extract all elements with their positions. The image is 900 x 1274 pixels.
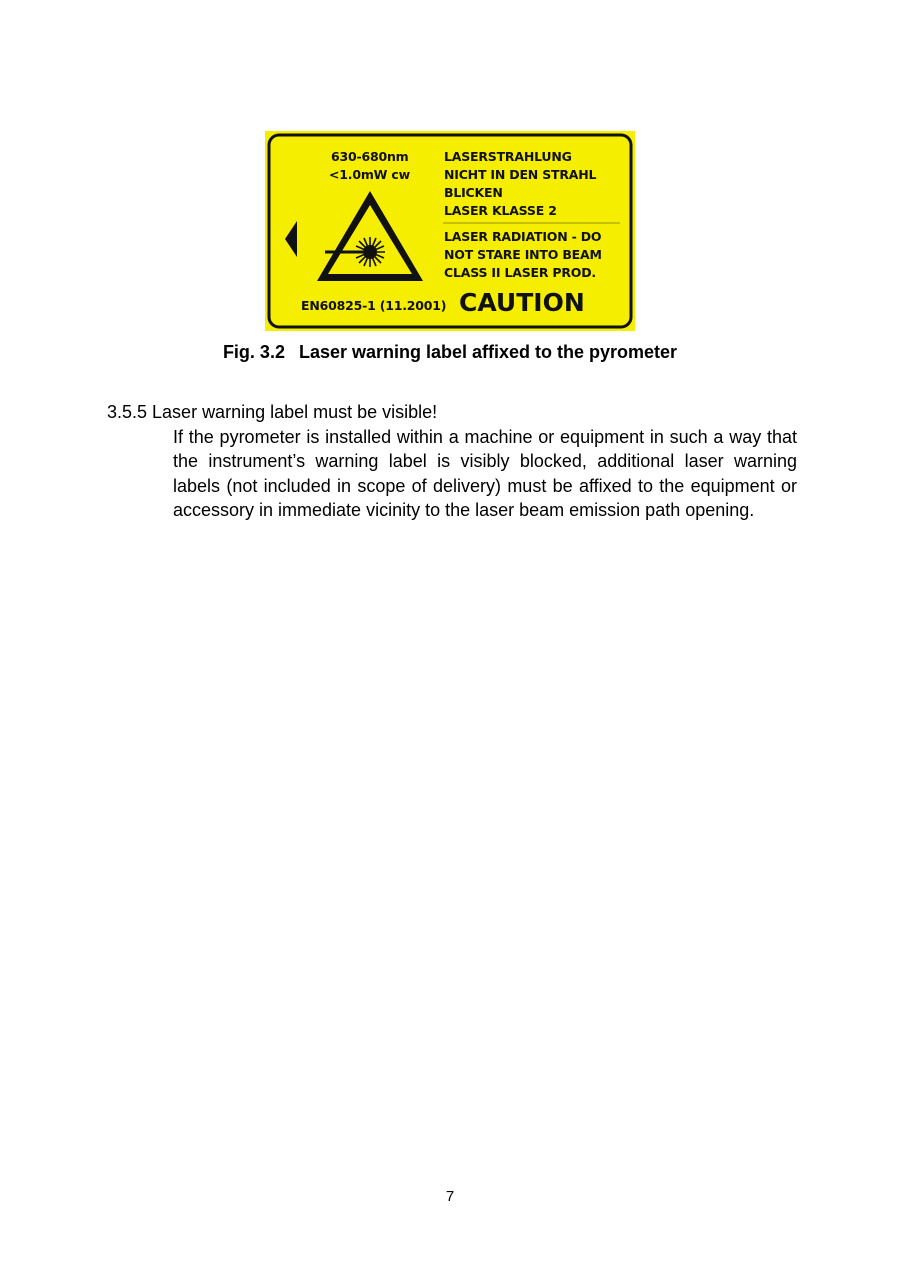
figure-number: Fig. 3.2 bbox=[222, 342, 285, 362]
laser-hazard-icon bbox=[317, 191, 423, 281]
label-power: <1.0mW cw bbox=[329, 167, 410, 182]
section-heading: 3.5.5 Laser warning label must be visible! bbox=[107, 402, 438, 422]
label-german-line-1: LASERSTRAHLUNG bbox=[444, 149, 572, 164]
label-german-line-3: BLICKEN bbox=[444, 185, 503, 200]
laser-warning-label bbox=[265, 131, 635, 331]
section-body: If the pyrometer is installed within a machine or equipment in such a way that the instrument’s warning label is visibly blocked, additional laser warning labels (not included in scope of delivery) must be affixed to the equipment or accessory in immediate vicinity to the laser beam emission path opening. bbox=[173, 426, 797, 520]
figure-caption bbox=[0, 342, 900, 363]
page-number: 7 bbox=[445, 1188, 455, 1205]
label-german-line-4: LASER KLASSE 2 bbox=[444, 203, 557, 218]
label-wavelength: 630-680nm bbox=[331, 149, 409, 164]
arrow-left-icon bbox=[285, 221, 297, 257]
label-english-line-3: CLASS II LASER PROD. bbox=[444, 265, 596, 280]
label-english-line-2: NOT STARE INTO BEAM bbox=[444, 247, 602, 262]
figure-caption-text: Laser warning label affixed to the pyrometer bbox=[298, 342, 678, 362]
section-3-5-5 bbox=[107, 400, 797, 523]
label-english-line-1: LASER RADIATION - DO bbox=[444, 229, 602, 244]
label-standard: EN60825-1 (11.2001) bbox=[301, 298, 447, 313]
label-german-line-2: NICHT IN DEN STRAHL bbox=[444, 167, 597, 182]
label-caution: CAUTION bbox=[459, 288, 585, 317]
